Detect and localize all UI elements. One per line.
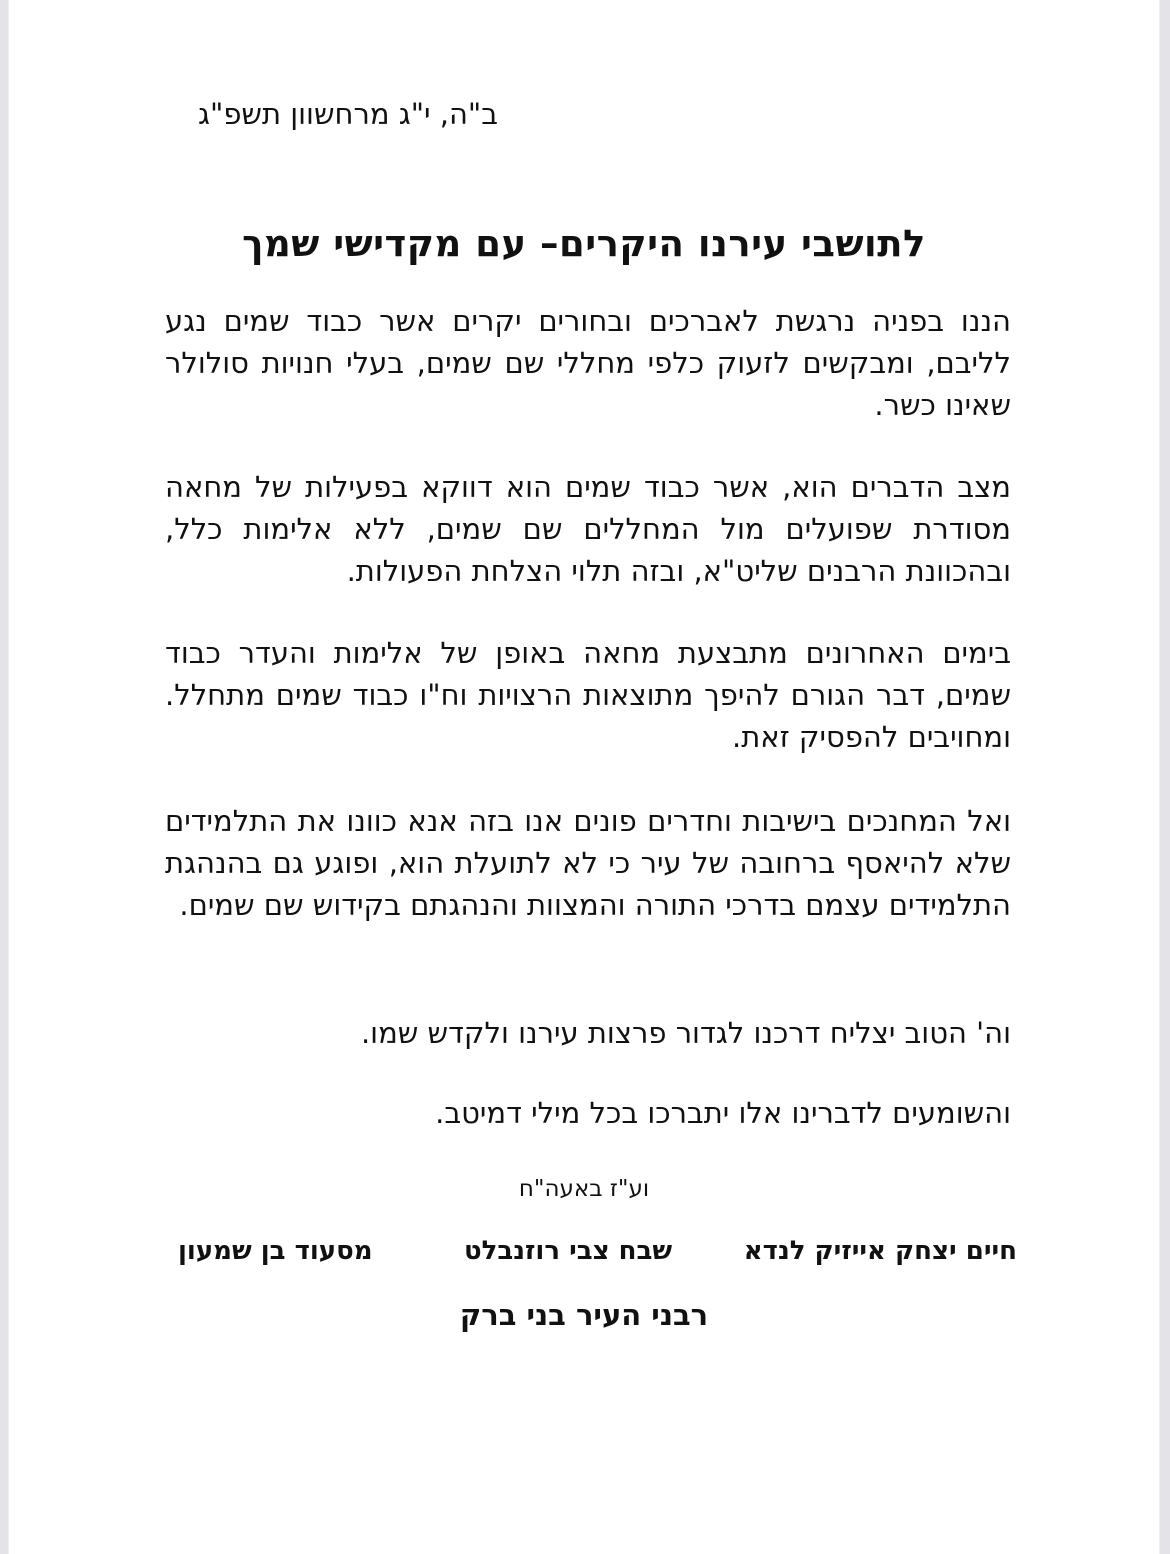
signatory-3: מסעוד בן שמעון <box>178 1236 373 1266</box>
paragraph-6 <box>165 1092 1011 1134</box>
paragraph-text: וה' הטוב יצליח דרכנו לגדור פרצות עירנו ולקדש שמו. <box>360 1016 1011 1050</box>
closing-line: וע"ז באעה"ח <box>518 1176 650 1202</box>
signatory-2: שבח צבי רוזנבלט <box>464 1236 673 1266</box>
paragraph-5 <box>165 1012 1011 1054</box>
paragraph-text: והשומעים לדברינו אלו יתברכו בכל מילי דמיטב. <box>435 1096 1011 1130</box>
signatories-title: רבני העיר בני ברק <box>459 1298 709 1332</box>
page-title: לתושבי עירנו היקרים– עם מקדישי שמך <box>242 222 926 265</box>
paragraph-text: ואל המחנכים בישיבות וחדרים פונים אנו בזה אנא כוונו את התלמידים שלא להיאסף ברחובה של עיר כי לא לתועלת הוא, ופוגע גם בהנהגת התלמידים עצמם בדרכי התורה והמצוות והנהגתם בקידוש שם שמים. <box>165 804 1011 922</box>
paragraph-3 <box>165 632 1011 758</box>
paragraph-1 <box>165 300 1011 426</box>
paragraph-2 <box>165 466 1011 592</box>
date-line: ב"ה, י"ג מרחשוון תשפ"ג <box>198 97 498 131</box>
paragraph-4 <box>165 800 1011 926</box>
paragraph-text: בימים האחרונים מתבצעת מחאה באופן של אלימות והעדר כבוד שמים, דבר הגורם להיפך מתוצאות הרצויות וח"ו כבוד שמים מתחלל. ומחויבים להפסיק זאת. <box>165 636 1011 754</box>
signatory-1: חיים יצחק אייזיק לנדא <box>743 1236 1017 1266</box>
paragraph-text: הננו בפניה נרגשת לאברכים ובחורים יקרים אשר כבוד שמים נגע לליבם, ומבקשים לזעוק כלפי מחללי שם שמים, בעלי חנויות סולולר שאינו כשר. <box>165 304 1011 422</box>
paragraph-text: מצב הדברים הוא, אשר כבוד שמים הוא דווקא בפעילות של מחאה מסודרת שפועלים מול המחללים שם שמים, ללא אלימות כלל, ובהכוונת הרבנים שליט"א, ובזה תלוי הצלחת הפעולות. <box>165 470 1011 588</box>
document-page <box>8 0 1160 1554</box>
